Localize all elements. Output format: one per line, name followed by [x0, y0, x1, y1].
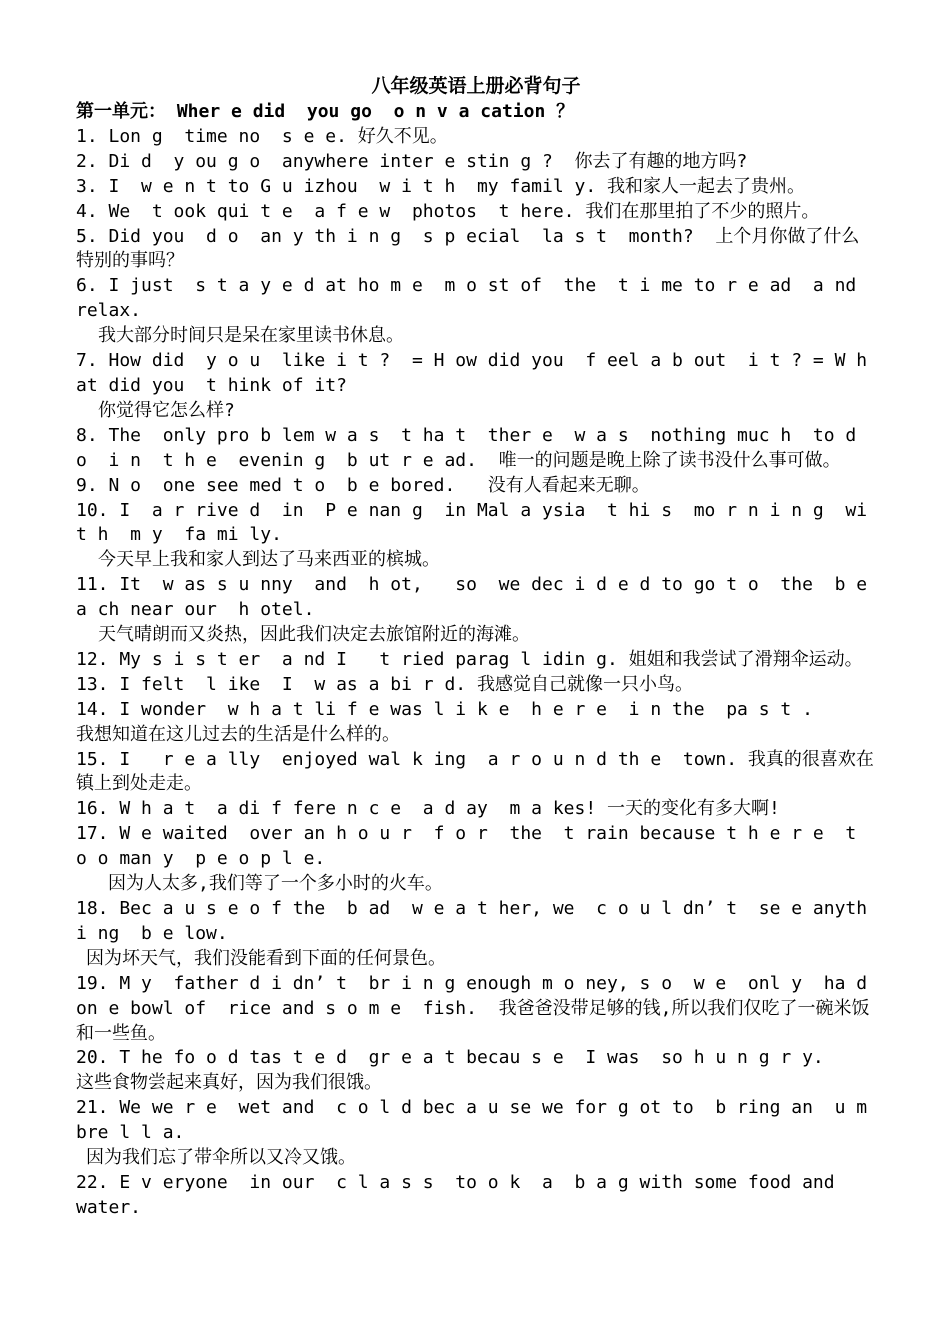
- sentence-13: 13. I felt l ike I w as a bi r d. 我感觉自己就像一只小鸟。: [76, 673, 693, 695]
- document-title: 八年级英语上册必背句子: [371, 75, 581, 97]
- sentence-7: 7. How did y o u like i t ? = H ow did you f eel a b out i t ? = W h at did you t hink of it?: [76, 350, 878, 396]
- translation-21: 因为我们忘了带伞所以又冷又饿。: [86, 1147, 356, 1169]
- sentence-14: 14. I wonder w h a t li f e was l i k e h e r e i n the pa s t .: [76, 698, 813, 720]
- translation-7: 你觉得它怎么样?: [98, 399, 235, 421]
- sentence-11: 11. It w as s u nny and h ot, so we dec i d e d to go t o the b e a ch near our h otel.: [76, 574, 878, 621]
- sentence-19: 19. M y father d i dn’ t br i n g enough m o ney, s o w e onl y ha d on e bowl of rice and s o m e fish. 我爸爸没带足够的钱,所以我们仅吃了一碗米饭和一些鱼。: [76, 972, 889, 1044]
- sentence-9: 9. N o one see med t o b e bored. 没有人看起来无聊。: [76, 474, 650, 496]
- sentence-22: 22. E v eryone in our c l a s s to o k a b a g with some food and water.: [76, 1171, 846, 1218]
- unit-heading: 第一单元： Wher e did you go o n v a cation ？: [76, 101, 575, 122]
- translation-14: 我想知道在这儿过去的生活是什么样的。: [76, 723, 400, 745]
- translation-17: 因为人太多,我们等了一个多小时的火车。: [108, 873, 443, 895]
- sentence-4: 4. We t ook qui t e a f e w photos t here. 我们在那里拍了不少的照片。: [76, 200, 820, 222]
- sentence-21: 21. We we r e wet and c o l d bec a u se we for g ot to b ring an u m bre l l a.: [76, 1097, 878, 1144]
- sentence-15: 15. I r e a lly enjoyed wal k ing a r o u n d th e town. 我真的很喜欢在镇上到处走走。: [76, 748, 874, 795]
- translation-11: 天气晴朗而又炎热，因此我们决定去旅馆附近的海滩。: [98, 624, 530, 646]
- sentence-5: 5. Did you d o an y th i n g s p ecial la s t month? 上个月你做了什么特别的事吗？: [76, 225, 860, 272]
- sentence-8: 8. The only pro b lem w a s t ha t ther e w a s nothing muc h to d o i n t h e evenin g b ut r e ad. 唯一的问题是晚上除了读书没什么事可做。: [76, 424, 868, 471]
- translation-18: 因为坏天气，我们没能看到下面的任何景色。: [86, 947, 446, 969]
- translation-10: 今天早上我和家人到达了马来西亚的槟城。: [98, 549, 440, 571]
- sentence-1: 1. Lon g time no s e e. 好久不见。: [76, 125, 448, 147]
- document-page: [76, 72, 889, 1221]
- sentence-17: 17. W e waited over an h o u r f o r the t rain because t h e r e t o o man y p e o p l e.: [76, 823, 868, 870]
- translation-6: 我大部分时间只是呆在家里读书休息。: [98, 325, 404, 347]
- sentence-3: 3. I w e n t to G u izhou w i t h my famil y. 我和家人一起去了贵州。: [76, 175, 806, 197]
- sentence-18: 18. Bec a u s e o f the b ad w e a t her, we c o u l dn’ t se e anyth i ng b e low.: [76, 898, 878, 944]
- sentence-12: 12. My s i s t er a nd I t ried parag l idin g. 姐姐和我尝试了滑翔伞运动。: [76, 648, 863, 670]
- sentence-6: 6. I just s t a y e d at ho m e m o st of the t i me to r e ad a nd relax.: [76, 275, 868, 322]
- sentence-2: 2. Di d y ou g o anywhere inter e stin g ? 你去了有趣的地方吗?: [76, 150, 748, 172]
- translation-20: 这些食物尝起来真好，因为我们很饿。: [76, 1072, 382, 1094]
- sentence-10: 10. I a r rive d in P e nan g in Mal a ysia t hi s mo r n i n g wi t h m y fa mi ly.: [76, 499, 878, 546]
- sentence-16: 16. W h a t a di f fere n c e a d ay m a kes! 一天的变化有多大啊!: [76, 798, 780, 820]
- sentence-20: 20. T he fo o d tas t e d gr e a t becau s e I was so h u n g r y.: [76, 1047, 824, 1069]
